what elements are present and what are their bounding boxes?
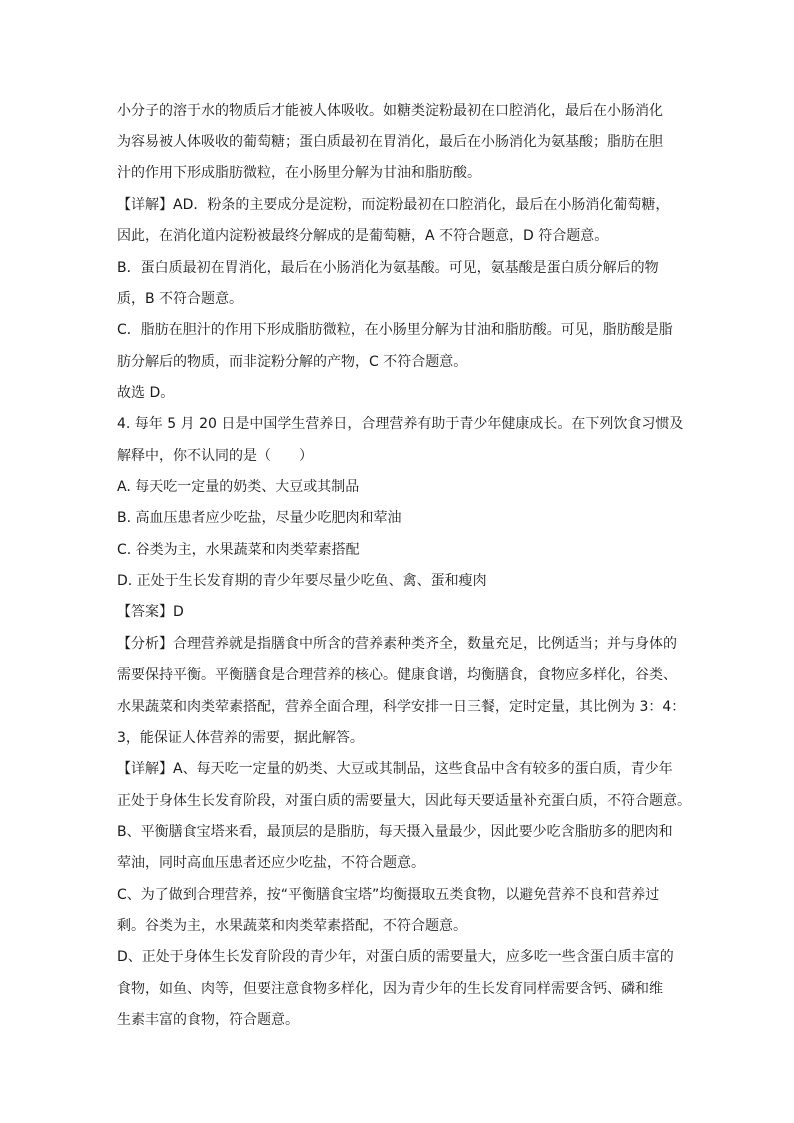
option-a: A. 每天吃一定量的奶类、大豆或其制品	[117, 479, 360, 495]
text-line: 为容易被人体吸收的葡萄糖；蛋白质最初在胃消化，最后在小肠消化为氨基酸；脂肪在胆	[117, 134, 663, 150]
question-4-stem: 解释中，你不认同的是（ ）	[117, 448, 313, 464]
answer-line: 【答案】D	[117, 604, 184, 620]
text-line: 3，能保证人体营养的需要，据此解答。	[117, 730, 364, 746]
text-line: 剩。谷类为主，水果蔬菜和肉类荤素搭配，不符合题意。	[117, 918, 467, 934]
text-line: C、为了做到合理营养，按“平衡膳食宝塔”均衡摄取五类食物，以避免营养不良和营养过	[117, 887, 660, 903]
text-line: 正处于身体生长发育阶段，对蛋白质的需要量大，因此每天要适量补充蛋白质，不符合题意。	[117, 793, 691, 809]
text-line: 汁的作用下形成脂肪微粒，在小肠里分解为甘油和脂肪酸。	[117, 165, 481, 181]
text-line: 【分析】合理营养就是指膳食中所含的营养素种类齐全，数量充足，比例适当；并与身体的	[117, 636, 677, 652]
text-line: 质，B 不符合题意。	[117, 291, 244, 307]
option-d: D. 正处于生长发育期的青少年要尽量少吃鱼、禽、蛋和瘦肉	[117, 573, 487, 589]
text-line: 【详解】AD．粉条的主要成分是淀粉，而淀粉最初在口腔消化，最后在小肠消化葡萄糖，	[117, 197, 670, 213]
text-line: 因此，在消化道内淀粉被最终分解成的是葡萄糖，A 不符合题意，D 符合题意。	[117, 228, 609, 244]
text-line: B、平衡膳食宝塔来看，最顶层的是脂肪，每天摄入量最少，因此要少吃含脂肪多的肥肉和	[117, 824, 673, 840]
text-line: 【详解】A、每天吃一定量的奶类、大豆或其制品，这些食品中含有较多的蛋白质，青少年	[117, 761, 673, 777]
text-line: 水果蔬菜和肉类荤素搭配，营养全面合理，科学安排一日三餐，定时定量，其比例为 3：4：	[117, 699, 686, 715]
text-line: 小分子的溶于水的物质后才能被人体吸收。如糖类淀粉最初在口腔消化，最后在小肠消化	[117, 103, 663, 119]
text-line: 需要保持平衡。平衡膳食是合理营养的核心。健康食谱，均衡膳食，食物应多样化，谷类、	[117, 667, 677, 683]
text-line: D、正处于身体生长发育阶段的青少年，对蛋白质的需要量大，应多吃一些含蛋白质丰富的	[117, 949, 674, 965]
text-line: B．蛋白质最初在胃消化，最后在小肠消化为氨基酸。可见，氨基酸是蛋白质分解后的物	[117, 260, 659, 276]
text-line: 荤油，同时高血压患者还应少吃盐，不符合题意。	[117, 855, 425, 871]
question-4-stem: 4. 每年 5 月 20 日是中国学生营养日，合理营养有助于青少年健康成长。在下列饮食习惯及	[117, 416, 684, 432]
text-line: C．脂肪在胆汁的作用下形成脂肪微粒，在小肠里分解为甘油和脂肪酸。可见，脂肪酸是脂	[117, 322, 673, 338]
text-line: 肪分解后的物质，而非淀粉分解的产物，C 不符合题意。	[117, 354, 468, 370]
text-line: 生素丰富的食物，符合题意。	[117, 1012, 299, 1028]
text-line: 故选 D。	[117, 385, 175, 401]
text-line: 食物，如鱼、肉等，但要注意食物多样化，因为青少年的生长发育同样需要含钙、磷和维	[117, 981, 663, 997]
option-b: B. 高血压患者应少吃盐，尽量少吃肥肉和荤油	[117, 510, 402, 526]
option-c: C. 谷类为主，水果蔬菜和肉类荤素搭配	[117, 542, 360, 558]
